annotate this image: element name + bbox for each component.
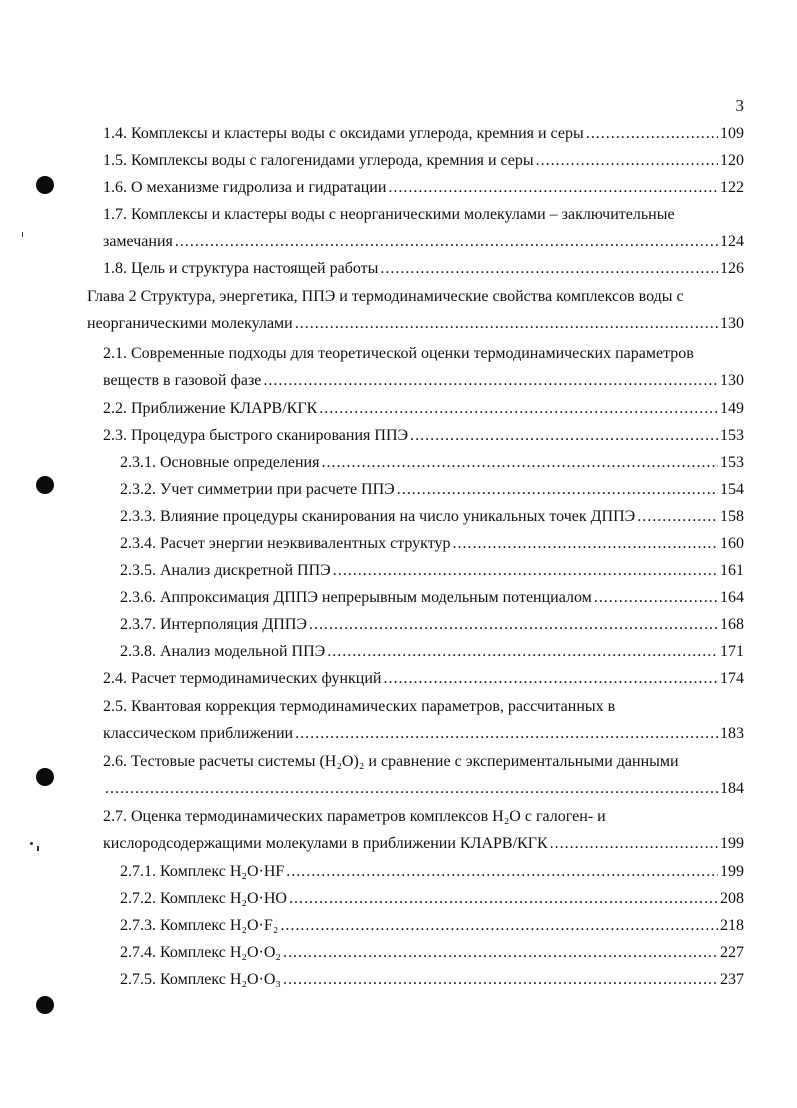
toc-page-number: 174 — [720, 670, 744, 687]
toc-entry — [103, 147, 744, 174]
toc-entry-title: 1.7. Комплексы и кластеры воды с неорганическими молекулами – заключительные — [103, 206, 675, 223]
toc-entry-title: 2.7.1. Комплекс H₂O·HF — [120, 863, 285, 880]
punch-hole-mark — [36, 176, 54, 194]
toc-page-number: 218 — [720, 917, 744, 934]
toc-subentry — [120, 611, 744, 638]
toc-entry — [103, 748, 744, 802]
toc-entry — [103, 201, 744, 255]
toc-entry — [103, 120, 744, 147]
leader-dots — [105, 775, 718, 802]
toc-subentry — [120, 912, 744, 939]
leader-dots — [383, 665, 718, 692]
toc-entry-title-continued: веществ в газовой фазе — [103, 372, 262, 389]
toc-entry-title: 2.7.4. Комплекс H₂O·O₂ — [120, 944, 281, 961]
toc-entry-title: 2.2. Приближение КЛАРВ/КГК — [103, 400, 318, 417]
toc-subentry — [120, 966, 744, 993]
toc-entry-title: 2.3.3. Влияние процедуры сканирования на число уникальных точек ДППЭ — [120, 508, 636, 525]
leader-dots — [283, 939, 718, 966]
scan-speck — [22, 232, 23, 237]
toc-entry-title: 2.3.5. Анализ дискретной ППЭ — [120, 562, 331, 579]
toc-entry — [103, 174, 744, 201]
leader-dots — [333, 557, 718, 584]
leader-dots — [175, 228, 718, 255]
leader-dots — [286, 858, 718, 885]
toc-entry-title: 2.5. Квантовая коррекция термодинамических параметров, рассчитанных в — [103, 698, 616, 715]
scan-speck — [30, 842, 33, 845]
leader-dots — [594, 584, 718, 611]
toc-entry-title: 2.1. Современные подходы для теоретической оценки термодинамических параметров — [103, 345, 694, 362]
toc-page-number: 208 — [720, 890, 744, 907]
toc-subentry — [120, 638, 744, 665]
toc-chapter-entry — [87, 283, 744, 337]
punch-hole-mark — [36, 476, 54, 494]
leader-dots — [550, 830, 718, 857]
toc-entry-title: 2.3. Процедура быстрого сканирования ППЭ — [103, 427, 409, 444]
toc-page-number: 109 — [720, 125, 744, 142]
toc-entry-title: 2.7.3. Комплекс H₂O·F₂ — [120, 917, 279, 934]
toc-entry — [103, 693, 744, 747]
leader-dots — [295, 310, 718, 337]
toc-page-number: 199 — [720, 863, 744, 880]
toc-entry-title-continued: замечания — [103, 233, 173, 250]
punch-hole-mark — [36, 768, 54, 786]
toc-page-number: 126 — [720, 260, 744, 277]
toc-subentry — [120, 885, 744, 912]
toc-entry-title: 2.7.5. Комплекс H₂O·O₃ — [120, 971, 281, 988]
toc-page-number: 154 — [720, 481, 744, 498]
toc-entry — [103, 255, 744, 282]
toc-page-number: 160 — [720, 535, 744, 552]
leader-dots — [327, 638, 718, 665]
scan-speck — [37, 846, 39, 851]
toc-page-number: 149 — [720, 400, 744, 417]
toc-entry — [103, 395, 744, 422]
leader-dots — [637, 503, 718, 530]
punch-hole-mark — [36, 996, 54, 1014]
toc-page-number: 130 — [720, 372, 744, 389]
toc-page-number: 183 — [720, 725, 744, 742]
toc-page-number: 171 — [720, 643, 744, 660]
toc-entry-title: 1.6. О механизме гидролиза и гидратации — [103, 179, 387, 196]
toc-entry — [103, 803, 744, 857]
toc-entry-title: 2.3.2. Учет симметрии при расчете ППЭ — [120, 481, 395, 498]
toc-entry-title-continued: кислородсодержащими молекулами в приближении КЛАРВ/КГК — [103, 835, 548, 852]
toc-page-number: 124 — [720, 233, 744, 250]
toc-entry-title: 1.8. Цель и структура настоящей работы — [103, 260, 379, 277]
toc-entry — [103, 665, 744, 692]
toc-page-number: 199 — [720, 835, 744, 852]
leader-dots — [410, 422, 718, 449]
toc-page-number: 158 — [720, 508, 744, 525]
toc-subentry — [120, 476, 744, 503]
toc-subentry — [120, 584, 744, 611]
toc-page-number: 120 — [720, 152, 744, 169]
toc-entry-title: 2.3.4. Расчет энергии неэквивалентных структур — [120, 535, 451, 552]
leader-dots — [283, 966, 718, 993]
toc-subentry — [120, 530, 744, 557]
toc-entry-title: 2.7. Оценка термодинамических параметров комплексов H₂O с галоген- и — [103, 808, 606, 825]
toc-entry-title-continued: классическом приближении — [103, 725, 294, 742]
leader-dots — [536, 147, 718, 174]
leader-dots — [388, 174, 718, 201]
toc-subentry — [120, 858, 744, 885]
toc-subentry — [120, 557, 744, 584]
leader-dots — [295, 720, 718, 747]
toc-entry — [103, 340, 744, 394]
leader-dots — [453, 530, 718, 557]
toc-entry-title: 2.3.1. Основные определения — [120, 454, 320, 471]
leader-dots — [586, 120, 718, 147]
toc-page-number: 153 — [720, 427, 744, 444]
toc-entry-title: 1.4. Комплексы и кластеры воды с оксидами углерода, кремния и серы — [103, 125, 584, 142]
toc-subentry — [120, 939, 744, 966]
toc-entry-title: 2.7.2. Комплекс H₂O·HO — [120, 890, 287, 907]
page-number: 3 — [735, 96, 744, 115]
leader-dots — [280, 912, 718, 939]
toc-page-number: 153 — [720, 454, 744, 471]
leader-dots — [319, 395, 718, 422]
toc-entry-title: 2.4. Расчет термодинамических функций — [103, 670, 382, 687]
toc-entry-title-continued: неорганическими молекулами — [87, 315, 293, 332]
toc-page-number: 184 — [720, 780, 744, 797]
toc-entry — [103, 422, 744, 449]
toc-entry-title: Глава 2 Структура, энергетика, ППЭ и термодинамические свойства комплексов воды с — [87, 288, 684, 305]
leader-dots — [321, 449, 718, 476]
leader-dots — [289, 885, 718, 912]
toc-entry-title: 2.3.7. Интерполяция ДППЭ — [120, 616, 307, 633]
toc-page-number: 164 — [720, 589, 744, 606]
toc-entry-title: 2.3.6. Аппроксимация ДППЭ непрерывным модельным потенциалом — [120, 589, 592, 606]
leader-dots — [380, 255, 718, 282]
toc-page-number: 168 — [720, 616, 744, 633]
toc-page-number: 130 — [720, 315, 744, 332]
leader-dots — [309, 611, 718, 638]
toc-entry-title: 2.3.8. Анализ модельной ППЭ — [120, 643, 326, 660]
leader-dots — [263, 367, 718, 394]
toc-page-number: 122 — [720, 179, 744, 196]
toc-page-number: 227 — [720, 944, 744, 961]
toc-subentry — [120, 503, 744, 530]
toc-page-number: 237 — [720, 971, 744, 988]
toc-page-number: 161 — [720, 562, 744, 579]
toc-entry-title: 1.5. Комплексы воды с галогенидами углерода, кремния и серы — [103, 152, 534, 169]
toc-subentry — [120, 449, 744, 476]
leader-dots — [397, 476, 718, 503]
toc-entry-title: 2.6. Тестовые расчеты системы (H₂O)₂ и сравнение с экспериментальными данными — [103, 753, 679, 770]
